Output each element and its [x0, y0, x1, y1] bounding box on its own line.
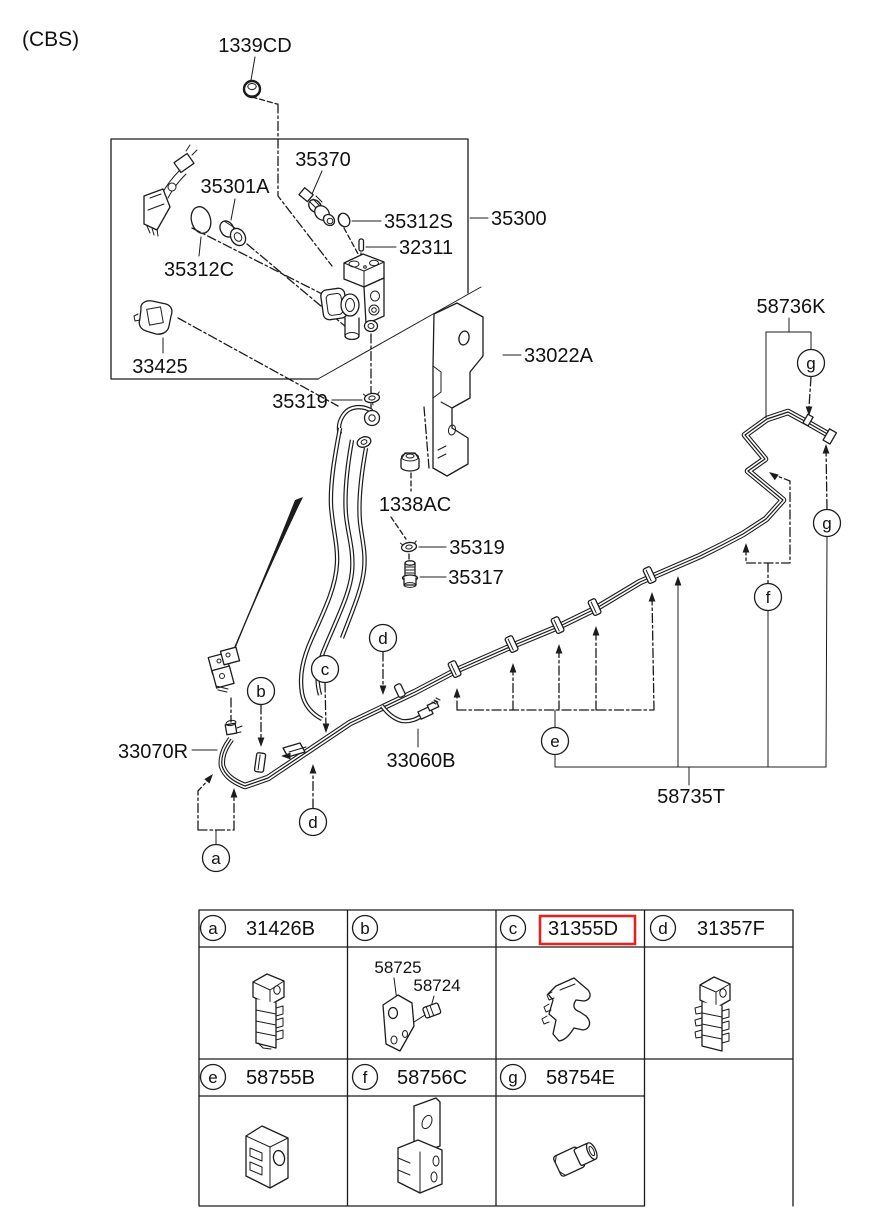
- label-1339CD: 1339CD: [218, 35, 292, 57]
- svg-text:d: d: [308, 813, 318, 832]
- page-title: (CBS): [22, 28, 80, 51]
- legend-table: [199, 910, 793, 1206]
- svg-text:d: d: [658, 919, 668, 938]
- fuel-tube-bundle: [222, 412, 837, 786]
- svg-text:f: f: [362, 1068, 368, 1087]
- thumb-block-e: [246, 1126, 288, 1188]
- label-58736K: 58736K: [756, 296, 826, 318]
- thumb-clamp-g: [553, 1139, 600, 1177]
- label-35301A: 35301A: [200, 176, 270, 198]
- part-labels: [118, 35, 826, 808]
- legend-cell-g[interactable]: [501, 1065, 615, 1090]
- label-35319-lower: 35319: [449, 537, 505, 559]
- label-33070R: 33070R: [117, 741, 189, 763]
- svg-text:f: f: [765, 588, 771, 607]
- label-1338AC: 1338AC: [378, 494, 452, 516]
- thumb-clip-a: [253, 974, 284, 1049]
- nut-1338AC-part: [401, 453, 419, 471]
- grommet-part: [244, 81, 260, 97]
- legend-cell-e[interactable]: [201, 1065, 315, 1090]
- legend-part-31426B: 31426B: [246, 918, 315, 940]
- legend-cell-a[interactable]: [201, 916, 315, 941]
- arrowheads: [204, 407, 832, 798]
- valve-35370-part: [299, 188, 337, 228]
- callout-d-front: [300, 809, 327, 836]
- legend-cell-f[interactable]: [353, 1065, 468, 1090]
- svg-text:c: c: [508, 919, 518, 938]
- callout-g-lower: [814, 510, 841, 537]
- legend-part-31357F: 31357F: [697, 918, 765, 940]
- svg-text:c: c: [320, 660, 330, 679]
- svg-text:b: b: [360, 919, 370, 938]
- callout-a: [203, 845, 230, 872]
- label-33425: 33425: [132, 356, 188, 378]
- svg-text:g: g: [806, 354, 816, 373]
- svg-text:e: e: [550, 732, 560, 751]
- callout-b: [248, 678, 275, 705]
- svg-text:g: g: [508, 1068, 518, 1087]
- label-35319-upper: 35319: [272, 391, 328, 413]
- svg-text:d: d: [378, 629, 388, 648]
- legend-sublabel-58724: 58724: [413, 976, 461, 995]
- callout-e: [542, 728, 569, 755]
- label-58735T: 58735T: [657, 786, 725, 808]
- direction-swoosh: [233, 497, 303, 650]
- callout-d-rear: [370, 625, 397, 652]
- oring-35312S-part: [336, 211, 352, 228]
- legend-cell-d[interactable]: [651, 916, 765, 941]
- legend-part-58755B: 58755B: [246, 1067, 315, 1089]
- callout-c: [312, 656, 339, 683]
- washer-upper-part: [363, 392, 381, 406]
- thumb-clip-c: [542, 978, 590, 1041]
- svg-text:a: a: [208, 919, 218, 938]
- pin-32311-part: [359, 239, 364, 251]
- legend-part-31355D-highlighted: 31355D: [548, 918, 619, 940]
- tube-connector-cluster: [208, 647, 242, 735]
- svg-text:b: b: [256, 682, 266, 701]
- label-35317: 35317: [448, 567, 504, 589]
- washer-lower-part: [400, 541, 417, 553]
- label-35370: 35370: [295, 149, 351, 171]
- callout-circles: [203, 350, 841, 872]
- svg-text:a: a: [211, 849, 221, 868]
- plug-35301A-part: [217, 218, 248, 248]
- bushing-33425-part: [134, 301, 172, 334]
- svg-text:e: e: [208, 1068, 218, 1087]
- label-35312C: 35312C: [163, 259, 235, 281]
- legend-sublabel-58725: 58725: [374, 958, 422, 977]
- label-33022A: 33022A: [524, 345, 593, 367]
- label-32311: 32311: [399, 237, 454, 259]
- legend-part-58754E: 58754E: [546, 1067, 615, 1089]
- thumb-clip-d: [695, 977, 730, 1051]
- bolt-35317-part: [403, 561, 418, 588]
- modulator-assembly-part: [320, 254, 384, 340]
- label-35312S: 35312S: [384, 211, 453, 233]
- label-33060B: 33060B: [386, 750, 456, 772]
- oring-35312C-part: [188, 205, 213, 236]
- legend-cell-c[interactable]: [501, 916, 636, 945]
- label-35300: 35300: [491, 208, 547, 230]
- svg-text:g: g: [822, 514, 832, 533]
- thumb-bracket-f: [398, 1098, 442, 1193]
- bracket-33022A-part: [433, 303, 483, 476]
- legend-cell-b[interactable]: [353, 916, 378, 941]
- sensor-harness-part: [144, 145, 197, 236]
- callout-f: [755, 584, 782, 611]
- legend-part-58756C: 58756C: [397, 1067, 468, 1089]
- callout-g-upper: [798, 350, 825, 377]
